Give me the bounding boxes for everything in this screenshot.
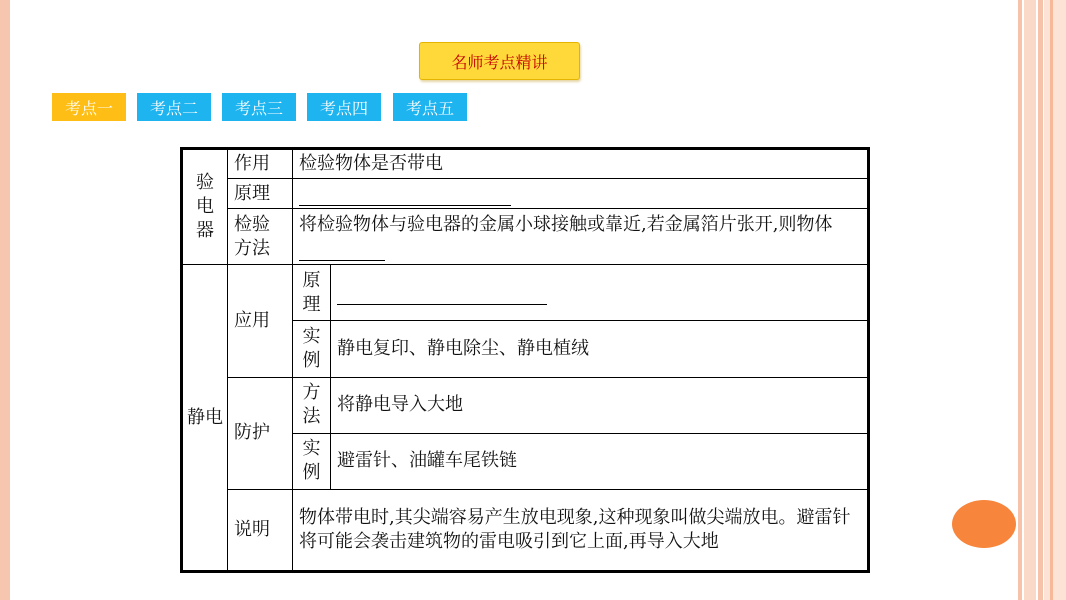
answer-blank: [299, 242, 385, 261]
function-value: 检验物体是否带电: [293, 149, 869, 179]
right-decor-stripe: [1024, 0, 1036, 600]
right-decor-stripe: [1018, 0, 1022, 600]
knowledge-table: [180, 147, 870, 573]
right-decor-stripe: [1038, 0, 1043, 600]
row-label-prot-example: 实例: [293, 433, 331, 489]
section-title-button[interactable]: 名师考点精讲: [419, 42, 580, 80]
tab-topic-3[interactable]: 考点三: [222, 93, 296, 121]
tab-topic-2[interactable]: 考点二: [137, 93, 211, 121]
row-label-principle: 原理: [228, 179, 293, 209]
table-row: [182, 209, 869, 265]
row-label-protection: 防护: [228, 377, 293, 489]
table-row: [182, 489, 869, 571]
prot-method-value: 将静电导入大地: [331, 377, 869, 433]
answer-blank: [299, 187, 511, 206]
table-row: [182, 377, 869, 433]
note-value: 物体带电时,其尖端容易产生放电现象,这种现象叫做尖端放电。避雷针将可能会袭击建筑物的雷电吸引到它上面,再导入大地: [293, 489, 869, 571]
left-decor-stripe: [0, 0, 10, 600]
app-example-value: 静电复印、静电除尘、静电植绒: [331, 321, 869, 377]
tab-topic-1[interactable]: 考点一: [52, 93, 126, 121]
right-decor-stripe: [1050, 0, 1053, 600]
prot-example-value: 避雷针、油罐车尾铁链: [331, 433, 869, 489]
row-label-function: 作用: [228, 149, 293, 179]
tab-topic-4[interactable]: 考点四: [307, 93, 381, 121]
row-label-app-example: 实例: [293, 321, 331, 377]
row-label-application: 应用: [228, 265, 293, 377]
method-cell: [293, 209, 869, 265]
table-row: [182, 149, 869, 179]
tab-topic-5[interactable]: 考点五: [393, 93, 467, 121]
category-static: 静电: [182, 265, 228, 572]
table-row: [182, 179, 869, 209]
decor-circle: [952, 500, 1016, 548]
row-label-app-principle: 原理: [293, 265, 331, 321]
method-value: 将检验物体与验电器的金属小球接触或靠近,若金属箔片张开,则物体: [299, 213, 833, 235]
right-decor-stripe: [1044, 0, 1066, 600]
app-principle-blank-cell: [331, 265, 869, 321]
category-electroscope: 验电器: [182, 149, 228, 265]
row-label-note: 说明: [228, 489, 293, 571]
row-label-prot-method: 方法: [293, 377, 331, 433]
principle-blank-cell: [293, 179, 869, 209]
table-row: [182, 265, 869, 321]
answer-blank: [337, 286, 547, 305]
row-label-method: 检验方法: [228, 209, 293, 265]
